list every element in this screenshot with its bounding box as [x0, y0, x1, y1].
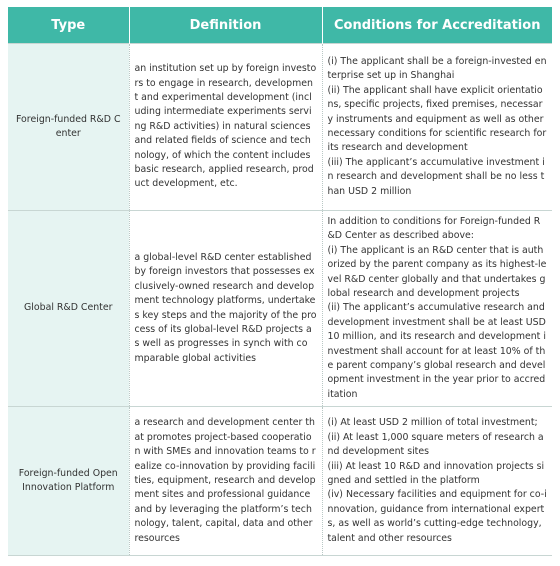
condition-item: (i) The applicant shall be a foreign-invested enterprise set up in Shanghai	[327, 55, 547, 82]
row-conditions	[322, 211, 552, 407]
condition-item: (i) At least USD 2 million of total investment;	[327, 417, 538, 429]
condition-item: In addition to conditions for Foreign-funded R&D Center as described above:	[327, 216, 541, 242]
row-definition: a global-level R&D center established by foreign investors that possesses exclusively-owned research and development technology platforms, undertakes key steps and the majority of the process of its global-level R&D projects as well as progresses in synch with comparable global activities	[129, 211, 322, 407]
header-definition: Definition	[129, 7, 322, 44]
condition-item: (iii) At least 10 R&D and innovation projects signed and settled in the platform	[327, 460, 545, 487]
row-type: Foreign-funded Open Innovation Platform	[8, 407, 129, 556]
condition-item: (ii) At least 1,000 square meters of research and development sites	[327, 431, 544, 458]
table-row	[8, 407, 552, 556]
condition-item: (iii) The applicant’s accumulative investment in research and development shall be no less than USD 2 million	[327, 156, 545, 197]
row-type: Global R&D Center	[8, 211, 129, 407]
condition-item: (i) The applicant is an R&D center that is authorized by the parent company as its highest-level R&D center globally and that undertakes global research and development projects	[327, 244, 547, 300]
row-definition: an institution set up by foreign investors to engage in research, development and experimental development (including intermediate experiments serving R&D activities) in natural sciences and related fields of science and technology, of which the content includes basic research, applied research, product development, etc.	[129, 44, 322, 211]
accreditation-table	[8, 7, 552, 556]
table-header-row	[8, 7, 552, 44]
row-definition: a research and development center that promotes project-based cooperation with SMEs and innovation teams to realize co-innovation by providing facilities, equipment, research and development sites and professional guidance and by leveraging the platform’s technology, talent, capital, data and other resources	[129, 407, 322, 556]
condition-item: (ii) The applicant’s accumulative research and development investment shall be at least USD 10 million, and its research and development investment shall account for at least 10% of the parent company’s global research and development investment in the year prior to accreditation	[327, 302, 546, 400]
row-type: Foreign-funded R&D Center	[8, 44, 129, 211]
row-conditions	[322, 44, 552, 211]
header-type: Type	[8, 7, 129, 44]
row-conditions	[322, 407, 552, 556]
header-conditions: Conditions for Accreditation	[322, 7, 552, 44]
condition-item: (ii) The applicant shall have explicit orientations, specific projects, fixed premises, necessary instruments and equipment as well as other necessary conditions for scientific research for its research and development	[327, 84, 547, 154]
table-row	[8, 211, 552, 407]
table-row	[8, 44, 552, 211]
condition-item: (iv) Necessary facilities and equipment for co-innovation, guidance from international experts, as well as world’s cutting-edge technology, talent and other resources	[327, 489, 547, 544]
